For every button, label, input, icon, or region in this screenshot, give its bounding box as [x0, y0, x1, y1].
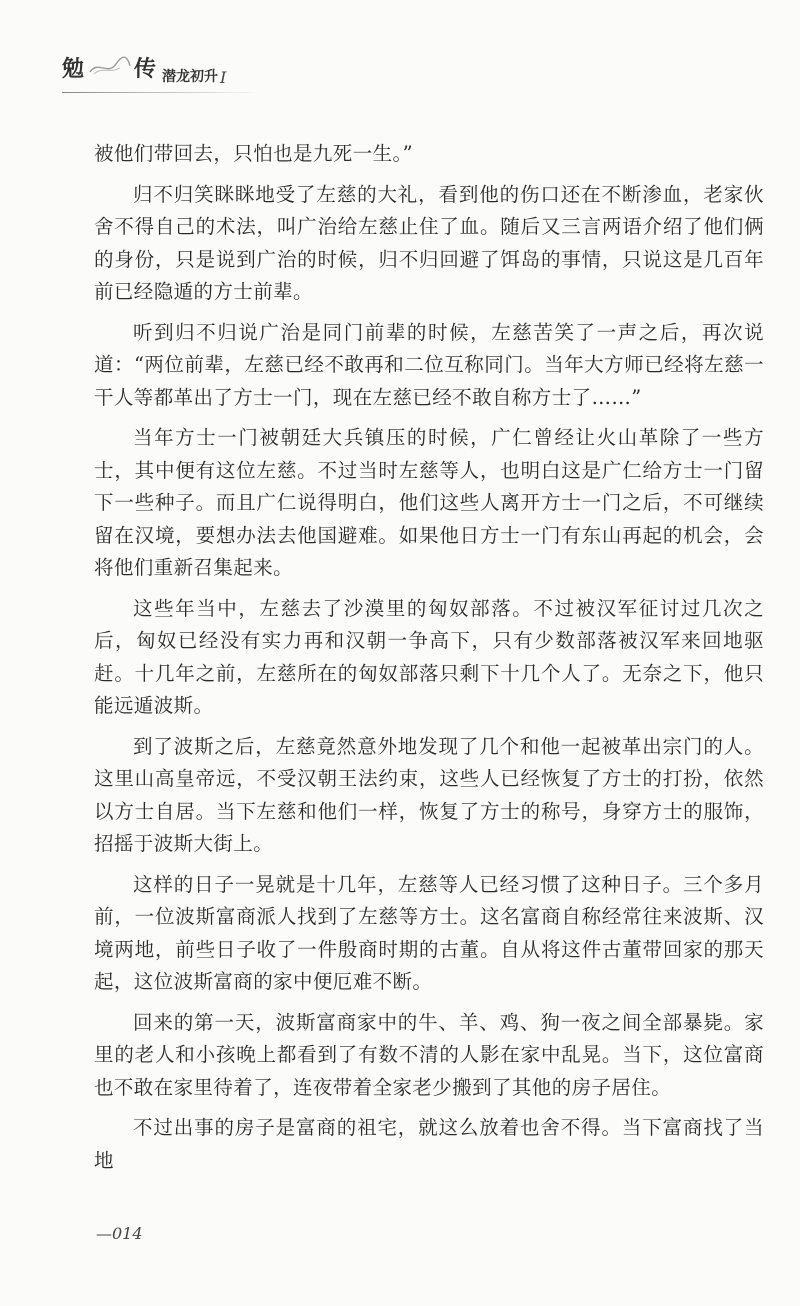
paragraph: 这样的日子一晃就是十几年，左慈等人已经习惯了这种日子。三个多月前，一位波斯富商派人找到了左慈等方士。这名富商自称经常往来波斯、汉境两地，前些日子收了一件殷商时期的古董。自从将这件古董带回家的那天起，这位波斯富商的家中便厄难不断。 — [94, 872, 764, 993]
paragraph: 不过出事的房子是富商的祖宅，就这么放着也舍不得。当下富商找了当地 — [94, 1116, 764, 1172]
paragraph: 回来的第一天，波斯富商家中的牛、羊、鸡、狗一夜之间全部暴毙。家里的老人和小孩晚上都看到了有数不清的人影在家中乱晃。当下，这位富商也不敢在家里待着了，连夜带着全家老少搬到了其他的房子居住。 — [94, 1010, 764, 1099]
paragraph: 到了波斯之后，左慈竟然意外地发现了几个和他一起被革出宗门的人。这里山高皇帝远，不受汉朝王法约束，这些人已经恢复了方士的打扮，依然以方士自居。当下左慈和他们一样，恢复了方士的称号，身穿方士的服饰，招摇于波斯大街上。 — [94, 734, 764, 855]
header-volume-mark: I — [220, 68, 227, 87]
paragraph: 听到归不归说广治是同门前辈的时候，左慈苦笑了一声之后，再次说道：“两位前辈，左慈已经不敢再和二位互称同门。当年大方师已经将左慈一干人等都革出了方士一门，现在左慈已经不敢自称方士了……” — [94, 320, 764, 409]
header-subtitle: 潜龙初升 — [162, 69, 218, 85]
paragraph: 当年方士一门被朝廷大兵镇压的时候，广仁曾经让火山革除了一些方士，其中便有这位左慈。不过当时左慈等人，也明白这是广仁给方士一门留下一些种子。而且广仁说得明白，他们这些人离开方士一门之后，不可继续留在汉境，要想办法去他国避难。如果他日方士一门有东山再起的机会，会将他们重新召集起来。 — [94, 426, 764, 579]
header-title-char-2: 传 — [134, 56, 157, 82]
paragraph: 被他们带回去，只怕也是九死一生。” — [94, 142, 414, 165]
header-title-char-1: 勉 — [62, 56, 85, 82]
paragraph: 归不归笑眯眯地受了左慈的大礼，看到他的伤口还在不断渗血，老家伙舍不得自己的术法，叫广治给左慈止住了血。随后又三言两语介绍了他们俩的身份，只是说到广治的时候，归不归回避了饵岛的事情，只说这是几百年前已经隐遁的方士前辈。 — [94, 182, 764, 303]
paragraph: 这些年当中，左慈去了沙漠里的匈奴部落。不过被汉军征讨过几次之后，匈奴已经没有实力再和汉朝一争高下，只有少数部落被汉军来回地驱赶。十几年之前，左慈所在的匈奴部落只剩下十几个人了。无奈之下，他只能远遁波斯。 — [94, 596, 764, 717]
decorative-swirl-icon — [88, 54, 132, 78]
body-text — [94, 138, 764, 1185]
running-header — [62, 46, 262, 94]
page-number: —014 — [96, 1224, 143, 1243]
header-divider — [62, 92, 252, 93]
